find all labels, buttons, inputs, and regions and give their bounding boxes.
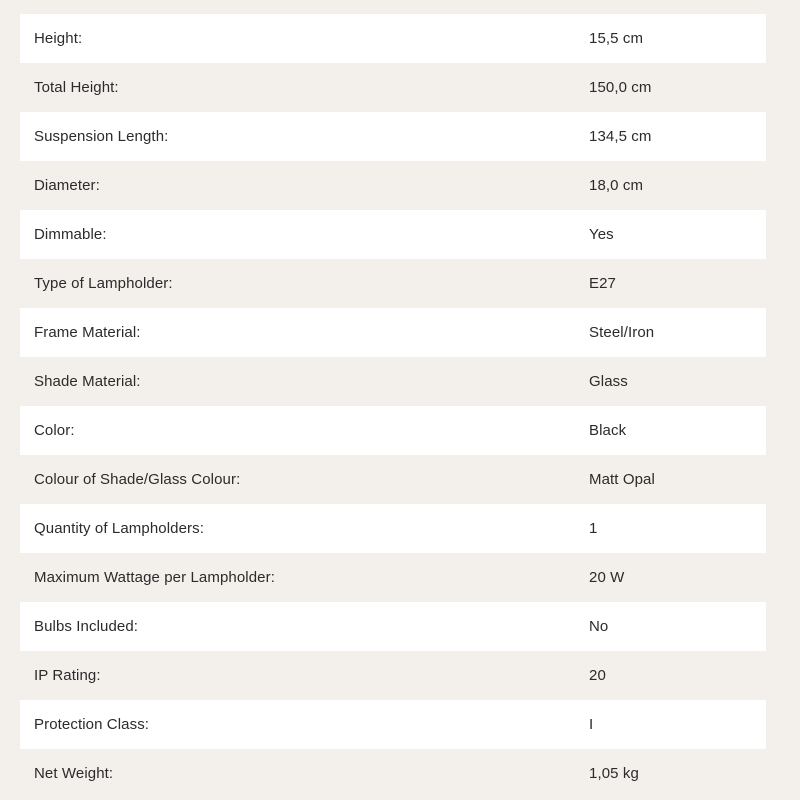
specification-table [20, 14, 766, 798]
spec-row-net-weight [20, 749, 766, 798]
spec-label: Shade Material: [34, 373, 141, 390]
spec-label: Total Height: [34, 79, 119, 96]
spec-row-frame-material [20, 308, 766, 357]
spec-row-lampholder-type [20, 259, 766, 308]
spec-label: Maximum Wattage per Lampholder: [34, 569, 275, 586]
spec-value: Matt Opal [589, 471, 655, 488]
spec-value: 15,5 cm [589, 30, 644, 47]
spec-value: E27 [589, 275, 616, 292]
spec-row-ip-rating [20, 651, 766, 700]
spec-row-dimmable [20, 210, 766, 259]
spec-row-total-height [20, 63, 766, 112]
spec-value: Glass [589, 373, 628, 390]
spec-label: Bulbs Included: [34, 618, 139, 635]
spec-label: Protection Class: [34, 716, 150, 733]
spec-value: Black [589, 422, 627, 439]
spec-label: Diameter: [34, 177, 100, 194]
spec-value: I [589, 716, 594, 733]
spec-value: No [589, 618, 609, 635]
spec-value: 20 [589, 667, 606, 684]
spec-row-max-wattage [20, 553, 766, 602]
spec-value: 1 [589, 520, 598, 537]
spec-value: 18,0 cm [589, 177, 644, 194]
spec-row-shade-colour [20, 455, 766, 504]
spec-value: 1,05 kg [589, 765, 639, 782]
spec-label: Suspension Length: [34, 128, 169, 145]
spec-label: Colour of Shade/Glass Colour: [34, 471, 241, 488]
spec-value: 150,0 cm [589, 79, 652, 96]
spec-row-protection-class [20, 700, 766, 749]
spec-value: Steel/Iron [589, 324, 655, 341]
spec-row-shade-material [20, 357, 766, 406]
spec-label: Quantity of Lampholders: [34, 520, 204, 537]
spec-row-suspension-length [20, 112, 766, 161]
spec-label: Frame Material: [34, 324, 141, 341]
spec-row-lampholder-quantity [20, 504, 766, 553]
spec-value: Yes [589, 226, 614, 243]
spec-row-diameter [20, 161, 766, 210]
spec-label: Height: [34, 30, 83, 47]
spec-label: Net Weight: [34, 765, 114, 782]
spec-label: Dimmable: [34, 226, 107, 243]
spec-row-color [20, 406, 766, 455]
spec-label: Color: [34, 422, 75, 439]
spec-row-height [20, 14, 766, 63]
spec-value: 20 W [589, 569, 625, 586]
spec-label: IP Rating: [34, 667, 101, 684]
spec-row-bulbs-included [20, 602, 766, 651]
spec-label: Type of Lampholder: [34, 275, 173, 292]
spec-value: 134,5 cm [589, 128, 652, 145]
